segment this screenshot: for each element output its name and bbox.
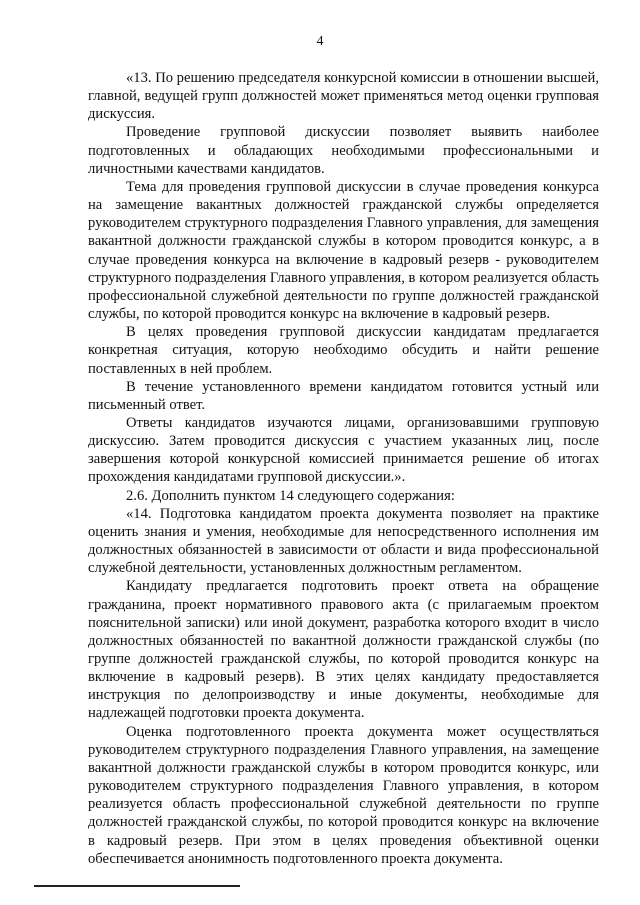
paragraph-answer-preparation: В течение установленного времени кандидатом готовится устный или письменный ответ. [88,378,599,413]
paragraph-item-13: «13. По решению председателя конкурсной комиссии в отношении высшей, главной, ведущей групп должностей может применяться метод оценки групповая дискуссия. [88,70,599,123]
page-number: 4 [316,34,324,49]
paragraph-draft-evaluation: Оценка подготовленного проекта документа может осуществляться руководителем структурного подразделения Главного управления, на замещение вакантной должности гражданской службы в котором проводится конкурс, или руководителем структурного подразделения Главного управления, в котором реализуется область профессиональной служебной деятельности по группе должностей гражданской службы, по которой проводится конкурс на включение в кадровый резерв. При этом в целях проведения объективной оценки обеспечивается анонимность подготовленного проекта документа. [88,723,599,867]
paragraph-discussion-purpose: Проведение групповой дискуссии позволяет выявить наиболее подготовленных и обладающих необходимыми профессиональными и личностными качествами кандидатов. [88,124,599,177]
paragraph-item-14: «14. Подготовка кандидатом проекта документа позволяет на практике оценить знания и умения, необходимые для непосредственного исполнения им должностных обязанностей в зависимости от области и вида профессиональной служебной деятельности, установленных должностным регламентом. [88,505,599,577]
paragraph-discussion-topic: Тема для проведения групповой дискуссии в случае проведения конкурса на замещение вакантных должностей гражданской службы определяется руководителем структурного подразделения Главного управления, для замещения вакантной должности гражданской службы в котором проводится конкурс, а в случае проведения конкурса на включение в кадровый резерв - руководителем структурного подразделения Главного управления, в котором реализуется область профессиональной служебной деятельности по группе должностей гражданской службы, по которой проводится конкурс на включение в кадровый резерв. [88,178,599,323]
paragraph-draft-assignment: Кандидату предлагается подготовить проект ответа на обращение гражданина, проект нормативного правового акта (с прилагаемым проектом пояснительной записки) или иной документ, разработка которого входит в число должностных обязанностей по вакантной должности гражданской службы (по группе должностей гражданской службы, по которой проводится конкурс на включение в кадровый резерв). В этих целях кандидату предоставляется инструкция по делопроизводству и иные документы, необходимые для надлежащей подготовки проекта документа. [88,578,599,722]
footnote-divider [34,885,240,887]
paragraph-answer-review: Ответы кандидатов изучаются лицами, организовавшими групповую дискуссию. Затем проводится дискуссия с участием указанных лиц, после завершения которой конкурсной комиссией принимается решение об итогах прохождения кандидатами групповой дискуссии.». [88,414,599,486]
paragraph-discussion-situation: В целях проведения групповой дискуссии кандидатам предлагается конкретная ситуация, которую необходимо обсудить и найти решение поставленных в ней проблем. [88,324,599,377]
paragraph-amendment-2-6: 2.6. Дополнить пунктом 14 следующего содержания: [126,487,455,504]
document-body [88,69,599,868]
